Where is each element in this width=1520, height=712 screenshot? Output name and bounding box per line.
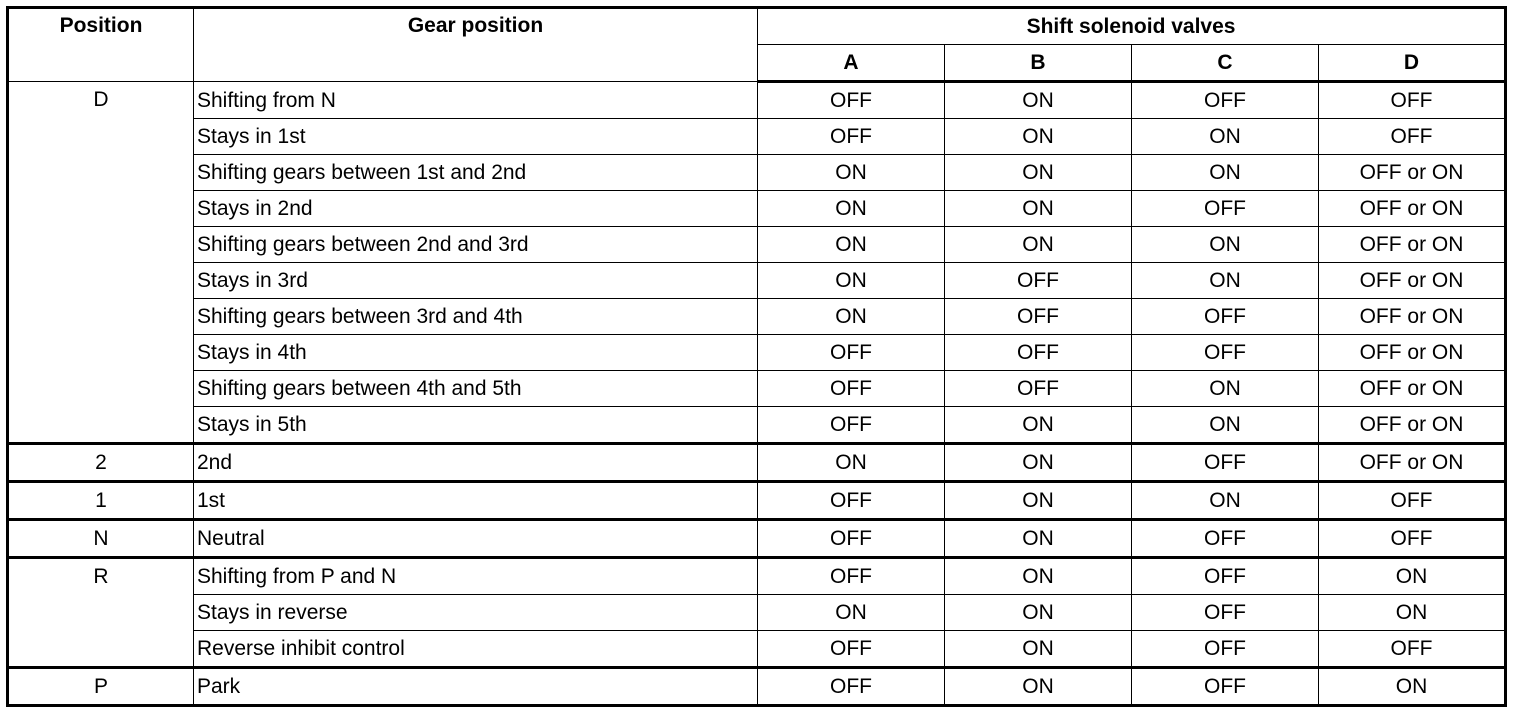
- position-cell: N: [8, 520, 194, 558]
- valve-d-cell: OFF: [1319, 482, 1506, 520]
- gear-position-cell: Shifting gears between 3rd and 4th: [194, 299, 758, 335]
- gear-position-cell: Stays in 3rd: [194, 263, 758, 299]
- table-row: [8, 155, 1506, 191]
- valve-a-cell: ON: [758, 263, 945, 299]
- valve-b-cell: OFF: [945, 335, 1132, 371]
- valve-d-cell: OFF or ON: [1319, 335, 1506, 371]
- valve-d-cell: OFF or ON: [1319, 227, 1506, 263]
- table-row: [8, 482, 1506, 520]
- table-row: [8, 558, 1506, 595]
- valve-c-cell: OFF: [1132, 335, 1319, 371]
- gear-position-cell: Shifting from N: [194, 82, 758, 119]
- valve-d-cell: OFF or ON: [1319, 407, 1506, 444]
- valve-a-cell: OFF: [758, 119, 945, 155]
- valve-b-cell: ON: [945, 668, 1132, 706]
- valve-b-cell: ON: [945, 407, 1132, 444]
- position-cell: D: [8, 82, 194, 444]
- table-row: [8, 119, 1506, 155]
- valve-a-cell: ON: [758, 299, 945, 335]
- gear-position-cell: Stays in 2nd: [194, 191, 758, 227]
- valve-c-cell: ON: [1132, 482, 1319, 520]
- valve-d-cell: ON: [1319, 595, 1506, 631]
- gear-position-cell: Stays in 1st: [194, 119, 758, 155]
- gear-position-cell: Stays in 4th: [194, 335, 758, 371]
- valve-a-cell: OFF: [758, 407, 945, 444]
- table-row: [8, 595, 1506, 631]
- table-row: [8, 631, 1506, 668]
- valve-b-cell: ON: [945, 520, 1132, 558]
- valve-a-cell: ON: [758, 444, 945, 482]
- table-row: [8, 407, 1506, 444]
- table-row: [8, 191, 1506, 227]
- valve-c-cell: OFF: [1132, 82, 1319, 119]
- gear-position-cell: Reverse inhibit control: [194, 631, 758, 668]
- valve-a-cell: ON: [758, 227, 945, 263]
- table-body: [8, 82, 1506, 706]
- header-row: [8, 8, 1506, 45]
- valve-a-cell: OFF: [758, 371, 945, 407]
- table-row: [8, 299, 1506, 335]
- valve-b-header: B: [945, 45, 1132, 82]
- valve-c-cell: OFF: [1132, 299, 1319, 335]
- valve-b-cell: ON: [945, 482, 1132, 520]
- valve-c-cell: ON: [1132, 119, 1319, 155]
- gear-position-cell: 2nd: [194, 444, 758, 482]
- valve-a-cell: OFF: [758, 335, 945, 371]
- valve-c-cell: OFF: [1132, 444, 1319, 482]
- valve-a-cell: OFF: [758, 668, 945, 706]
- gear-position-cell: Stays in reverse: [194, 595, 758, 631]
- table-row: [8, 227, 1506, 263]
- table-row: [8, 335, 1506, 371]
- table-row: [8, 520, 1506, 558]
- valve-b-cell: OFF: [945, 299, 1132, 335]
- valve-c-cell: ON: [1132, 407, 1319, 444]
- valve-b-cell: ON: [945, 82, 1132, 119]
- valve-d-cell: ON: [1319, 558, 1506, 595]
- valve-a-cell: ON: [758, 191, 945, 227]
- valve-a-cell: OFF: [758, 558, 945, 595]
- valve-d-cell: OFF or ON: [1319, 155, 1506, 191]
- gear-position-cell: Shifting gears between 4th and 5th: [194, 371, 758, 407]
- valve-c-cell: ON: [1132, 155, 1319, 191]
- solenoid-valve-table: [6, 6, 1507, 707]
- valve-a-cell: ON: [758, 595, 945, 631]
- gear-position-cell: Shifting gears between 2nd and 3rd: [194, 227, 758, 263]
- table-row: [8, 668, 1506, 706]
- valve-d-header: D: [1319, 45, 1506, 82]
- table-row: [8, 82, 1506, 119]
- position-cell: 1: [8, 482, 194, 520]
- position-cell: 2: [8, 444, 194, 482]
- gear-position-cell: Shifting from P and N: [194, 558, 758, 595]
- valve-a-cell: OFF: [758, 82, 945, 119]
- valve-b-cell: ON: [945, 444, 1132, 482]
- valve-b-cell: ON: [945, 227, 1132, 263]
- valve-d-cell: OFF or ON: [1319, 191, 1506, 227]
- gear-position-cell: Shifting gears between 1st and 2nd: [194, 155, 758, 191]
- valve-b-cell: ON: [945, 191, 1132, 227]
- valve-b-cell: OFF: [945, 371, 1132, 407]
- valve-b-cell: ON: [945, 155, 1132, 191]
- valve-c-cell: OFF: [1132, 191, 1319, 227]
- valve-a-cell: ON: [758, 155, 945, 191]
- valve-c-cell: ON: [1132, 371, 1319, 407]
- valve-d-cell: OFF: [1319, 82, 1506, 119]
- gear-position-cell: Stays in 5th: [194, 407, 758, 444]
- valve-b-cell: ON: [945, 631, 1132, 668]
- gear-position-cell: 1st: [194, 482, 758, 520]
- valve-d-cell: OFF: [1319, 520, 1506, 558]
- valve-a-header: A: [758, 45, 945, 82]
- valve-d-cell: OFF or ON: [1319, 371, 1506, 407]
- valve-d-cell: OFF or ON: [1319, 444, 1506, 482]
- valve-c-header: C: [1132, 45, 1319, 82]
- gear-position-cell: Park: [194, 668, 758, 706]
- valve-c-cell: OFF: [1132, 631, 1319, 668]
- shift-solenoid-valves-header: Shift solenoid valves: [758, 8, 1506, 45]
- valve-d-cell: OFF or ON: [1319, 299, 1506, 335]
- valve-c-cell: ON: [1132, 227, 1319, 263]
- valve-a-cell: OFF: [758, 631, 945, 668]
- valve-d-cell: ON: [1319, 668, 1506, 706]
- valve-d-cell: OFF: [1319, 119, 1506, 155]
- position-cell: P: [8, 668, 194, 706]
- valve-c-cell: OFF: [1132, 595, 1319, 631]
- position-cell: R: [8, 558, 194, 668]
- table-row: [8, 371, 1506, 407]
- table-row: [8, 444, 1506, 482]
- valve-b-cell: OFF: [945, 263, 1132, 299]
- valve-c-cell: ON: [1132, 263, 1319, 299]
- valve-d-cell: OFF or ON: [1319, 263, 1506, 299]
- gear-position-cell: Neutral: [194, 520, 758, 558]
- valve-b-cell: ON: [945, 119, 1132, 155]
- valve-d-cell: OFF: [1319, 631, 1506, 668]
- valve-a-cell: OFF: [758, 520, 945, 558]
- valve-c-cell: OFF: [1132, 668, 1319, 706]
- position-header: Position: [8, 8, 194, 82]
- valve-a-cell: OFF: [758, 482, 945, 520]
- gear-position-header: Gear position: [194, 8, 758, 82]
- valve-b-cell: ON: [945, 595, 1132, 631]
- valve-b-cell: ON: [945, 558, 1132, 595]
- table-row: [8, 263, 1506, 299]
- valve-c-cell: OFF: [1132, 520, 1319, 558]
- valve-c-cell: OFF: [1132, 558, 1319, 595]
